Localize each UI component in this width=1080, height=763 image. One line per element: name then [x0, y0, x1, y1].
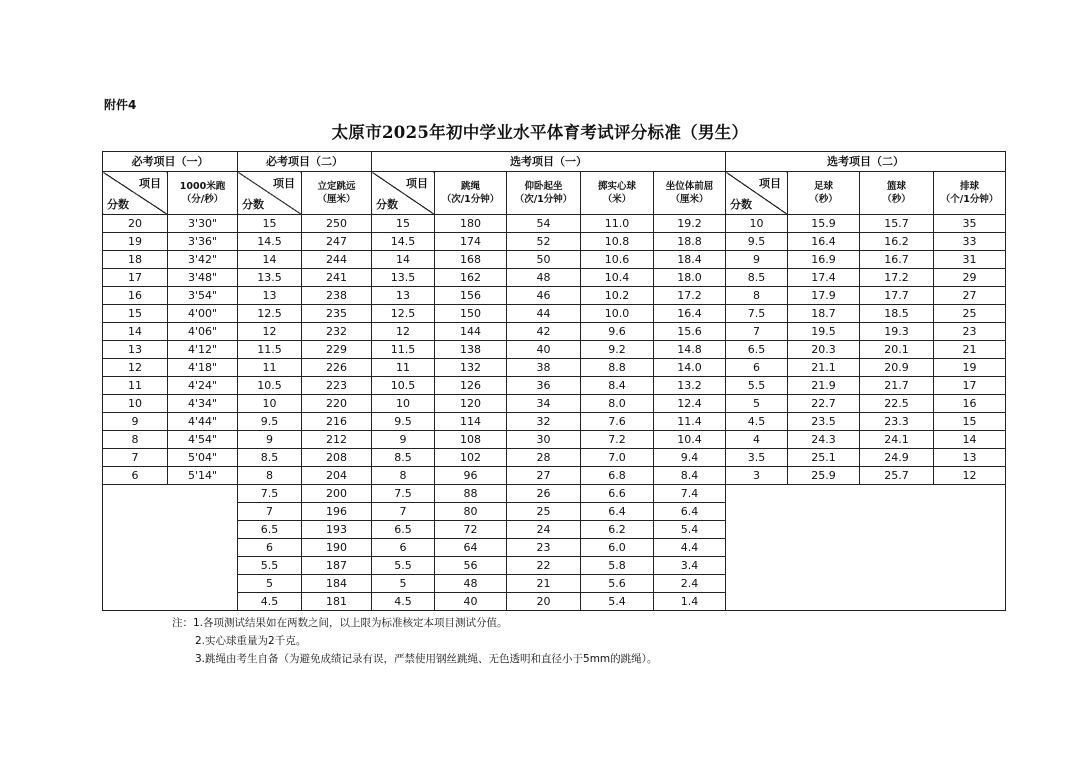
- cell-football: 17.4: [788, 269, 860, 287]
- score-required-1: 11: [103, 377, 168, 395]
- cell-medicine-ball: 7.6: [581, 413, 654, 431]
- cell-rope-skipping: 162: [435, 269, 507, 287]
- score-elective-1: 4.5: [372, 593, 435, 611]
- cell-sit-ups: 27: [507, 467, 581, 485]
- cell-medicine-ball: 10.2: [581, 287, 654, 305]
- score-required-2: 10: [238, 395, 302, 413]
- score-required-1: 6: [103, 467, 168, 485]
- cell-rope-skipping: 120: [435, 395, 507, 413]
- cell-long-jump: 200: [302, 485, 372, 503]
- cell-football: 25.1: [788, 449, 860, 467]
- score-required-2: 11: [238, 359, 302, 377]
- diag-score-label: 分数: [730, 198, 753, 211]
- cell-long-jump: 204: [302, 467, 372, 485]
- cell-1000m-run: 4'12": [168, 341, 238, 359]
- cell-long-jump: 235: [302, 305, 372, 323]
- empty-cell-left: [103, 485, 238, 611]
- score-required-2: 13: [238, 287, 302, 305]
- cell-medicine-ball: 11.0: [581, 215, 654, 233]
- cell-volleyball: 23: [934, 323, 1006, 341]
- cell-volleyball: 19: [934, 359, 1006, 377]
- score-required-1: 10: [103, 395, 168, 413]
- cell-sit-and-reach: 10.4: [654, 431, 726, 449]
- cell-volleyball: 27: [934, 287, 1006, 305]
- score-required-2: 13.5: [238, 269, 302, 287]
- diag-score-label: 分数: [242, 198, 264, 211]
- table-row: [103, 485, 1006, 503]
- cell-sit-and-reach: 8.4: [654, 467, 726, 485]
- cell-rope-skipping: 138: [435, 341, 507, 359]
- cell-basketball: 20.9: [860, 359, 934, 377]
- cell-long-jump: 181: [302, 593, 372, 611]
- cell-long-jump: 247: [302, 233, 372, 251]
- cell-medicine-ball: 10.6: [581, 251, 654, 269]
- header-basketball: 篮球 （秒）: [860, 172, 934, 215]
- score-required-1: 15: [103, 305, 168, 323]
- score-elective-2: 4: [726, 431, 788, 449]
- cell-sit-and-reach: 14.0: [654, 359, 726, 377]
- cell-sit-and-reach: 6.4: [654, 503, 726, 521]
- cell-sit-ups: 36: [507, 377, 581, 395]
- diagonal-header-cell: [372, 172, 435, 215]
- cell-rope-skipping: 48: [435, 575, 507, 593]
- cell-medicine-ball: 6.2: [581, 521, 654, 539]
- cell-basketball: 22.5: [860, 395, 934, 413]
- cell-medicine-ball: 9.2: [581, 341, 654, 359]
- score-required-2: 12.5: [238, 305, 302, 323]
- score-elective-1: 8: [372, 467, 435, 485]
- cell-volleyball: 31: [934, 251, 1006, 269]
- cell-medicine-ball: 9.6: [581, 323, 654, 341]
- cell-medicine-ball: 5.4: [581, 593, 654, 611]
- cell-volleyball: 21: [934, 341, 1006, 359]
- cell-volleyball: 15: [934, 413, 1006, 431]
- cell-1000m-run: 4'24": [168, 377, 238, 395]
- diag-item-label: 项目: [139, 177, 161, 190]
- cell-medicine-ball: 7.0: [581, 449, 654, 467]
- cell-sit-and-reach: 13.2: [654, 377, 726, 395]
- header-sit-and-reach: 坐位体前屈 （厘米）: [654, 172, 726, 215]
- cell-sit-ups: 28: [507, 449, 581, 467]
- cell-rope-skipping: 40: [435, 593, 507, 611]
- score-required-2: 15: [238, 215, 302, 233]
- cell-basketball: 25.7: [860, 467, 934, 485]
- score-elective-1: 5: [372, 575, 435, 593]
- section-elective-1: 选考项目（一）: [372, 152, 726, 172]
- score-elective-2: 8: [726, 287, 788, 305]
- table-row: [103, 413, 1006, 431]
- cell-long-jump: 250: [302, 215, 372, 233]
- cell-basketball: 23.3: [860, 413, 934, 431]
- score-required-2: 6: [238, 539, 302, 557]
- cell-volleyball: 35: [934, 215, 1006, 233]
- cell-1000m-run: 4'18": [168, 359, 238, 377]
- cell-sit-and-reach: 19.2: [654, 215, 726, 233]
- cell-medicine-ball: 5.6: [581, 575, 654, 593]
- notes: [172, 614, 657, 668]
- table-row: [103, 287, 1006, 305]
- table-row: [103, 449, 1006, 467]
- cell-volleyball: 12: [934, 467, 1006, 485]
- table-row: [103, 377, 1006, 395]
- cell-sit-and-reach: 15.6: [654, 323, 726, 341]
- cell-1000m-run: 5'14": [168, 467, 238, 485]
- score-elective-2: 5.5: [726, 377, 788, 395]
- score-elective-1: 7.5: [372, 485, 435, 503]
- empty-cell-right: [726, 485, 1006, 611]
- diagonal-header-cell: [238, 172, 302, 215]
- cell-long-jump: 244: [302, 251, 372, 269]
- cell-1000m-run: 5'04": [168, 449, 238, 467]
- header-football: 足球 （秒）: [788, 172, 860, 215]
- score-elective-1: 11: [372, 359, 435, 377]
- cell-medicine-ball: 6.0: [581, 539, 654, 557]
- section-required-2: 必考项目（二）: [238, 152, 372, 172]
- cell-sit-ups: 30: [507, 431, 581, 449]
- cell-football: 20.3: [788, 341, 860, 359]
- cell-football: 16.4: [788, 233, 860, 251]
- score-required-1: 16: [103, 287, 168, 305]
- header-standing-long-jump: 立定跳远 （厘米）: [302, 172, 372, 215]
- diag-score-label: 分数: [376, 198, 398, 211]
- cell-sit-and-reach: 9.4: [654, 449, 726, 467]
- table-body: [103, 215, 1006, 611]
- header-medicine-ball: 掷实心球 （米）: [581, 172, 654, 215]
- score-required-2: 9: [238, 431, 302, 449]
- cell-rope-skipping: 72: [435, 521, 507, 539]
- cell-sit-ups: 50: [507, 251, 581, 269]
- score-required-1: 14: [103, 323, 168, 341]
- cell-sit-and-reach: 18.8: [654, 233, 726, 251]
- score-elective-2: 8.5: [726, 269, 788, 287]
- score-required-2: 5.5: [238, 557, 302, 575]
- cell-basketball: 15.7: [860, 215, 934, 233]
- score-required-2: 7.5: [238, 485, 302, 503]
- score-elective-1: 10: [372, 395, 435, 413]
- cell-sit-ups: 52: [507, 233, 581, 251]
- cell-1000m-run: 3'36": [168, 233, 238, 251]
- score-required-1: 18: [103, 251, 168, 269]
- score-elective-1: 8.5: [372, 449, 435, 467]
- cell-sit-and-reach: 14.8: [654, 341, 726, 359]
- cell-rope-skipping: 108: [435, 431, 507, 449]
- cell-sit-and-reach: 3.4: [654, 557, 726, 575]
- cell-sit-ups: 42: [507, 323, 581, 341]
- cell-basketball: 19.3: [860, 323, 934, 341]
- score-elective-1: 9.5: [372, 413, 435, 431]
- cell-volleyball: 29: [934, 269, 1006, 287]
- score-required-2: 7: [238, 503, 302, 521]
- cell-rope-skipping: 174: [435, 233, 507, 251]
- score-elective-1: 6: [372, 539, 435, 557]
- cell-sit-and-reach: 11.4: [654, 413, 726, 431]
- diag-item-label: 项目: [273, 177, 295, 190]
- score-elective-1: 12.5: [372, 305, 435, 323]
- diagonal-header-cell: [103, 172, 168, 215]
- cell-long-jump: 238: [302, 287, 372, 305]
- cell-long-jump: 184: [302, 575, 372, 593]
- score-required-1: 13: [103, 341, 168, 359]
- cell-sit-and-reach: 18.0: [654, 269, 726, 287]
- cell-rope-skipping: 180: [435, 215, 507, 233]
- score-required-2: 11.5: [238, 341, 302, 359]
- cell-basketball: 17.7: [860, 287, 934, 305]
- score-elective-1: 13: [372, 287, 435, 305]
- cell-rope-skipping: 126: [435, 377, 507, 395]
- cell-sit-and-reach: 1.4: [654, 593, 726, 611]
- cell-rope-skipping: 168: [435, 251, 507, 269]
- score-required-2: 10.5: [238, 377, 302, 395]
- cell-volleyball: 13: [934, 449, 1006, 467]
- score-elective-1: 10.5: [372, 377, 435, 395]
- cell-rope-skipping: 150: [435, 305, 507, 323]
- score-required-1: 19: [103, 233, 168, 251]
- cell-1000m-run: 3'48": [168, 269, 238, 287]
- score-required-2: 14: [238, 251, 302, 269]
- score-elective-2: 10: [726, 215, 788, 233]
- table-row: [103, 233, 1006, 251]
- cell-basketball: 18.5: [860, 305, 934, 323]
- score-elective-2: 6.5: [726, 341, 788, 359]
- cell-long-jump: 226: [302, 359, 372, 377]
- score-required-1: 12: [103, 359, 168, 377]
- cell-sit-ups: 48: [507, 269, 581, 287]
- score-elective-1: 15: [372, 215, 435, 233]
- cell-rope-skipping: 88: [435, 485, 507, 503]
- diagonal-header-cell: [726, 172, 788, 215]
- section-elective-2: 选考项目（二）: [726, 152, 1006, 172]
- cell-volleyball: 14: [934, 431, 1006, 449]
- cell-basketball: 24.1: [860, 431, 934, 449]
- cell-1000m-run: 4'34": [168, 395, 238, 413]
- cell-sit-and-reach: 12.4: [654, 395, 726, 413]
- cell-medicine-ball: 10.0: [581, 305, 654, 323]
- cell-1000m-run: 4'44": [168, 413, 238, 431]
- table-row: [103, 431, 1006, 449]
- cell-sit-ups: 26: [507, 485, 581, 503]
- cell-1000m-run: 4'00": [168, 305, 238, 323]
- cell-long-jump: 223: [302, 377, 372, 395]
- header-1000m-run: 1000米跑 （分/秒）: [168, 172, 238, 215]
- diag-item-label: 项目: [406, 177, 428, 190]
- score-required-2: 5: [238, 575, 302, 593]
- score-elective-1: 14: [372, 251, 435, 269]
- table-row: [103, 359, 1006, 377]
- score-required-2: 8.5: [238, 449, 302, 467]
- cell-long-jump: 208: [302, 449, 372, 467]
- cell-volleyball: 25: [934, 305, 1006, 323]
- score-elective-2: 9.5: [726, 233, 788, 251]
- cell-sit-and-reach: 5.4: [654, 521, 726, 539]
- cell-sit-ups: 46: [507, 287, 581, 305]
- note-1: 注：1.各项测试结果如在两数之间，以上限为标准核定本项目测试分值。: [172, 617, 508, 629]
- score-required-1: 8: [103, 431, 168, 449]
- table-row: [103, 305, 1006, 323]
- cell-sit-ups: 54: [507, 215, 581, 233]
- score-required-1: 20: [103, 215, 168, 233]
- score-elective-2: 3.5: [726, 449, 788, 467]
- diag-score-label: 分数: [107, 198, 129, 211]
- cell-football: 21.9: [788, 377, 860, 395]
- table-row: [103, 323, 1006, 341]
- cell-medicine-ball: 8.8: [581, 359, 654, 377]
- cell-sit-ups: 22: [507, 557, 581, 575]
- cell-1000m-run: 4'54": [168, 431, 238, 449]
- score-elective-1: 12: [372, 323, 435, 341]
- cell-1000m-run: 3'30": [168, 215, 238, 233]
- cell-volleyball: 17: [934, 377, 1006, 395]
- cell-basketball: 20.1: [860, 341, 934, 359]
- table-row: [103, 341, 1006, 359]
- score-elective-1: 6.5: [372, 521, 435, 539]
- cell-sit-ups: 23: [507, 539, 581, 557]
- cell-sit-and-reach: 16.4: [654, 305, 726, 323]
- cell-medicine-ball: 5.8: [581, 557, 654, 575]
- cell-long-jump: 241: [302, 269, 372, 287]
- cell-rope-skipping: 64: [435, 539, 507, 557]
- cell-medicine-ball: 6.6: [581, 485, 654, 503]
- header-sit-ups: 仰卧起坐 （次/1分钟）: [507, 172, 581, 215]
- cell-long-jump: 190: [302, 539, 372, 557]
- diag-item-label: 项目: [759, 177, 782, 190]
- score-elective-2: 4.5: [726, 413, 788, 431]
- score-elective-2: 5: [726, 395, 788, 413]
- cell-rope-skipping: 56: [435, 557, 507, 575]
- cell-long-jump: 187: [302, 557, 372, 575]
- cell-long-jump: 193: [302, 521, 372, 539]
- cell-sit-ups: 25: [507, 503, 581, 521]
- cell-sit-and-reach: 18.4: [654, 251, 726, 269]
- section-required-1: 必考项目（一）: [103, 152, 238, 172]
- cell-sit-ups: 24: [507, 521, 581, 539]
- column-header-row: [103, 172, 1006, 215]
- score-required-2: 6.5: [238, 521, 302, 539]
- score-elective-1: 5.5: [372, 557, 435, 575]
- cell-football: 17.9: [788, 287, 860, 305]
- table-row: [103, 467, 1006, 485]
- cell-rope-skipping: 156: [435, 287, 507, 305]
- score-elective-1: 9: [372, 431, 435, 449]
- cell-rope-skipping: 80: [435, 503, 507, 521]
- cell-medicine-ball: 6.4: [581, 503, 654, 521]
- score-elective-1: 14.5: [372, 233, 435, 251]
- page-title: 太原市2025年初中学业水平体育考试评分标准（男生）: [331, 123, 749, 142]
- cell-rope-skipping: 114: [435, 413, 507, 431]
- score-elective-2: 9: [726, 251, 788, 269]
- score-elective-2: 7.5: [726, 305, 788, 323]
- cell-sit-and-reach: 17.2: [654, 287, 726, 305]
- cell-football: 25.9: [788, 467, 860, 485]
- cell-volleyball: 16: [934, 395, 1006, 413]
- cell-medicine-ball: 8.0: [581, 395, 654, 413]
- cell-basketball: 21.7: [860, 377, 934, 395]
- cell-basketball: 16.7: [860, 251, 934, 269]
- score-elective-2: 7: [726, 323, 788, 341]
- annex-label: 附件4: [104, 98, 137, 112]
- cell-medicine-ball: 10.8: [581, 233, 654, 251]
- cell-long-jump: 216: [302, 413, 372, 431]
- cell-football: 21.1: [788, 359, 860, 377]
- cell-long-jump: 220: [302, 395, 372, 413]
- cell-football: 22.7: [788, 395, 860, 413]
- cell-football: 24.3: [788, 431, 860, 449]
- cell-sit-ups: 21: [507, 575, 581, 593]
- cell-basketball: 17.2: [860, 269, 934, 287]
- cell-medicine-ball: 7.2: [581, 431, 654, 449]
- cell-rope-skipping: 144: [435, 323, 507, 341]
- cell-football: 23.5: [788, 413, 860, 431]
- score-required-1: 7: [103, 449, 168, 467]
- table-row: [103, 395, 1006, 413]
- scoring-table: [102, 151, 1006, 611]
- score-required-1: 9: [103, 413, 168, 431]
- score-elective-2: 6: [726, 359, 788, 377]
- cell-medicine-ball: 6.8: [581, 467, 654, 485]
- cell-rope-skipping: 132: [435, 359, 507, 377]
- cell-football: 18.7: [788, 305, 860, 323]
- cell-sit-ups: 20: [507, 593, 581, 611]
- table-row: [103, 251, 1006, 269]
- score-required-2: 4.5: [238, 593, 302, 611]
- cell-long-jump: 232: [302, 323, 372, 341]
- cell-basketball: 24.9: [860, 449, 934, 467]
- section-header-row: [103, 152, 1006, 172]
- table-row: [103, 215, 1006, 233]
- score-required-2: 12: [238, 323, 302, 341]
- cell-sit-ups: 32: [507, 413, 581, 431]
- cell-volleyball: 33: [934, 233, 1006, 251]
- cell-basketball: 16.2: [860, 233, 934, 251]
- note-3: 3.跳绳由考生自备（为避免成绩记录有误，严禁使用钢丝跳绳、无色透明和直径小于5mm的跳绳）。: [195, 653, 658, 665]
- table-row: [103, 269, 1006, 287]
- cell-medicine-ball: 10.4: [581, 269, 654, 287]
- header-volleyball: 排球 （个/1分钟）: [934, 172, 1006, 215]
- cell-rope-skipping: 102: [435, 449, 507, 467]
- cell-sit-and-reach: 7.4: [654, 485, 726, 503]
- cell-sit-and-reach: 2.4: [654, 575, 726, 593]
- cell-1000m-run: 3'54": [168, 287, 238, 305]
- cell-long-jump: 229: [302, 341, 372, 359]
- cell-sit-and-reach: 4.4: [654, 539, 726, 557]
- score-elective-1: 7: [372, 503, 435, 521]
- cell-1000m-run: 4'06": [168, 323, 238, 341]
- score-required-2: 8: [238, 467, 302, 485]
- cell-football: 19.5: [788, 323, 860, 341]
- score-required-2: 14.5: [238, 233, 302, 251]
- cell-1000m-run: 3'42": [168, 251, 238, 269]
- score-required-2: 9.5: [238, 413, 302, 431]
- cell-sit-ups: 40: [507, 341, 581, 359]
- score-elective-2: 3: [726, 467, 788, 485]
- cell-football: 15.9: [788, 215, 860, 233]
- cell-sit-ups: 38: [507, 359, 581, 377]
- score-elective-1: 13.5: [372, 269, 435, 287]
- cell-medicine-ball: 8.4: [581, 377, 654, 395]
- cell-football: 16.9: [788, 251, 860, 269]
- cell-long-jump: 196: [302, 503, 372, 521]
- header-rope-skipping: 跳绳 （次/1分钟）: [435, 172, 507, 215]
- cell-sit-ups: 34: [507, 395, 581, 413]
- cell-sit-ups: 44: [507, 305, 581, 323]
- cell-rope-skipping: 96: [435, 467, 507, 485]
- score-elective-1: 11.5: [372, 341, 435, 359]
- note-2: 2.实心球重量为2千克。: [195, 635, 307, 647]
- score-required-1: 17: [103, 269, 168, 287]
- cell-long-jump: 212: [302, 431, 372, 449]
